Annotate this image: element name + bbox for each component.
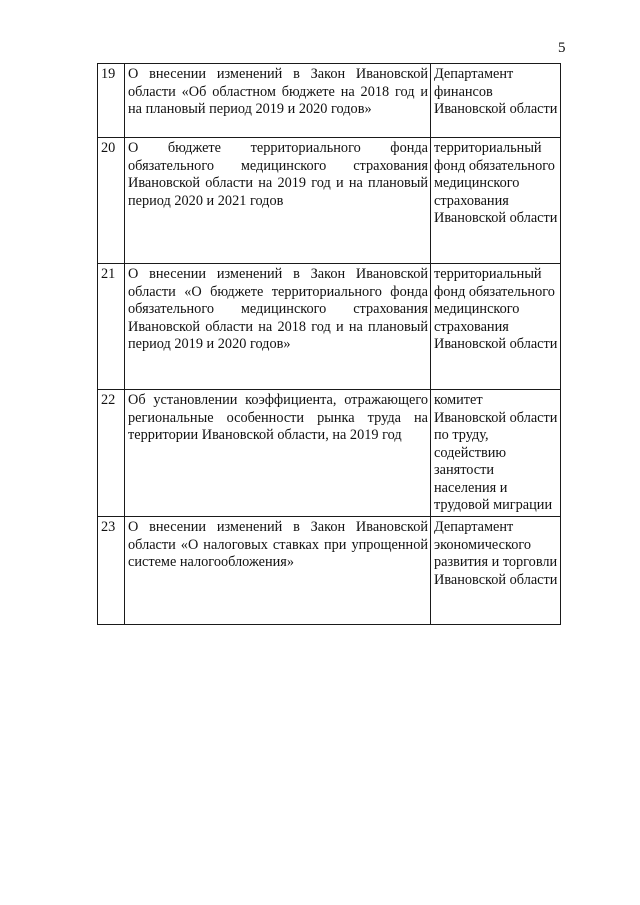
table-row xyxy=(98,390,561,517)
legislation-table xyxy=(97,63,561,625)
table-row xyxy=(98,64,561,138)
bill-title: О внесении изменений в Закон Ивановской области «О налоговых ставках при упрощенной системе налогообложения» xyxy=(125,517,431,625)
row-number: 20 xyxy=(98,138,125,264)
responsible-department: Департамент экономического развития и торговли Ивановской области xyxy=(431,517,561,625)
table-row xyxy=(98,264,561,390)
responsible-department: территориальный фонд обязательного медицинского страхования Ивановской области xyxy=(431,138,561,264)
bill-title: Об установлении коэффициента, отражающего региональные особенности рынка труда на территории Ивановской области, на 2019 год xyxy=(125,390,431,517)
responsible-department: комитет Ивановской области по труду, содействию занятости населения и трудовой миграции xyxy=(431,390,561,517)
bill-title: О внесении изменений в Закон Ивановской области «Об областном бюджете на 2018 год и на плановый период 2019 и 2020 годов» xyxy=(125,64,431,138)
page-number: 5 xyxy=(558,40,566,56)
table-row xyxy=(98,517,561,625)
responsible-department: Департамент финансов Ивановской области xyxy=(431,64,561,138)
row-number: 22 xyxy=(98,390,125,517)
row-number: 19 xyxy=(98,64,125,138)
row-number: 21 xyxy=(98,264,125,390)
row-number: 23 xyxy=(98,517,125,625)
responsible-department: территориальный фонд обязательного медицинского страхования Ивановской области xyxy=(431,264,561,390)
bill-title: О внесении изменений в Закон Ивановской области «О бюджете территориального фонда обязательного медицинского страхования Ивановской области на 2018 год и на плановый период 2019 и 2020 годов» xyxy=(125,264,431,390)
bill-title: О бюджете территориального фонда обязательного медицинского страхования Ивановской области на 2019 год и на плановый период 2020 и 2021 годов xyxy=(125,138,431,264)
table-row xyxy=(98,138,561,264)
